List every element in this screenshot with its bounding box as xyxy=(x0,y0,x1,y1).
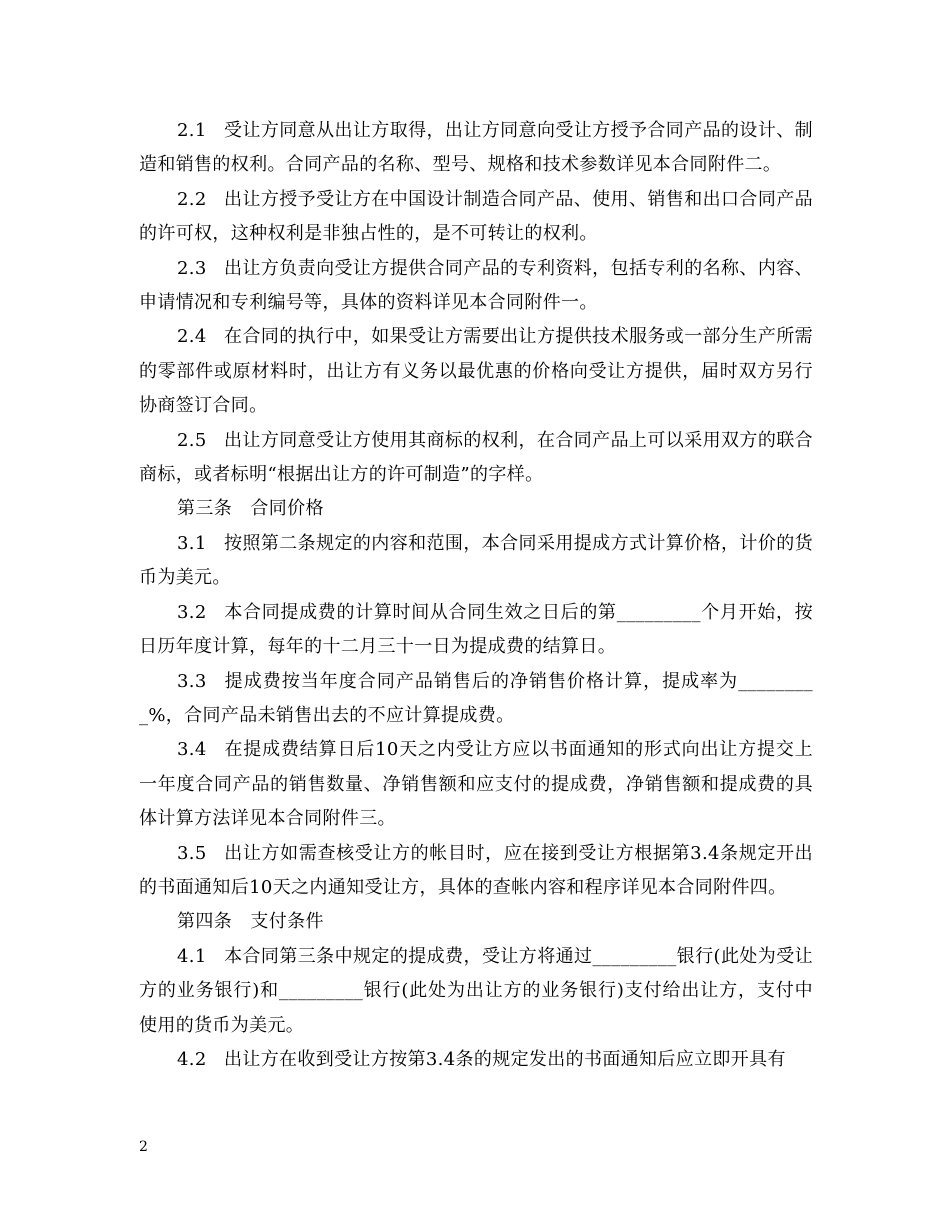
clause-paragraph xyxy=(139,252,813,321)
clause-number: 2.3 xyxy=(177,257,207,279)
page-number: 2 xyxy=(139,1139,148,1155)
clause-paragraph xyxy=(139,596,813,665)
section-heading xyxy=(139,492,813,526)
clause-number: 4.2 xyxy=(177,1048,207,1070)
clause-text: 受让方同意从出让方取得，出让方同意向受让方授予合同产品的设计、制造和销售的权利。合同产品的名称、型号、规格和技术参数详见本合同附件二。 xyxy=(139,120,813,176)
clause-text: 提成费按当年度合同产品销售后的净销售价格计算，提成率为_________%，合同产品未销售出去的不应计算提成费。 xyxy=(139,670,813,726)
clause-text: 本合同提成费的计算时间从合同生效之日后的第_________个月开始，按日历年度计算，每年的十二月三十一日为提成费的结算日。 xyxy=(139,601,813,658)
clause-paragraph xyxy=(139,733,813,836)
clause-number: 3.1 xyxy=(177,532,207,554)
clause-text: 出让方负责向受让方提供合同产品的专利资料，包括专利的名称、内容、申请情况和专利编号等，具体的资料详见本合同附件一。 xyxy=(139,257,813,314)
clause-number: 3.3 xyxy=(177,670,207,692)
clause-text: 本合同第三条中规定的提成费，受让方将通过_________银行(此处为受让方的业务银行)和_________银行(此处为出让方的业务银行)支付给出让方，支付中使用的货币为美元。 xyxy=(139,945,813,1036)
section-heading-text: 第四条 支付条件 xyxy=(177,911,324,933)
clause-text: 按照第二条规定的内容和范围，本合同采用提成方式计算价格，计价的货币为美元。 xyxy=(139,532,813,589)
clause-text: 出让方同意受让方使用其商标的权利，在合同产品上可以采用双方的联合商标，或者标明“根据出让方的许可制造”的字样。 xyxy=(139,429,813,486)
section-heading-text: 第三条 合同价格 xyxy=(177,498,324,520)
clause-text: 出让方如需查核受让方的帐目时，应在接到受让方根据第3.4条规定开出的书面通知后10天之内通知受让方，具体的查帐内容和程序详见本合同附件四。 xyxy=(139,842,813,898)
clause-number: 2.2 xyxy=(177,188,207,210)
clause-paragraph xyxy=(139,665,813,734)
document-content xyxy=(139,114,813,1077)
clause-text: 在合同的执行中，如果受让方需要出让方提供技术服务或一部分生产所需的零部件或原材料时，出让方有义务以最优惠的价格向受让方提供，届时双方另行协商签订合同。 xyxy=(139,326,813,417)
clause-paragraph xyxy=(139,183,813,252)
clause-number: 3.5 xyxy=(177,842,207,864)
clause-paragraph xyxy=(139,114,813,183)
clause-number: 2.1 xyxy=(177,120,207,141)
clause-paragraph xyxy=(139,837,813,906)
clause-paragraph xyxy=(139,424,813,493)
clause-paragraph xyxy=(139,527,813,596)
section-heading xyxy=(139,905,813,939)
clause-number: 2.4 xyxy=(177,326,207,348)
clause-paragraph xyxy=(139,320,813,423)
clause-number: 3.4 xyxy=(177,739,207,761)
clause-number: 2.5 xyxy=(177,429,207,451)
clause-text: 出让方在收到受让方按第3.4条的规定发出的书面通知后应立即开具有 xyxy=(224,1048,786,1070)
clause-text: 在提成费结算日后10天之内受让方应以书面通知的形式向出让方提交上一年度合同产品的销售数量、净销售额和应支付的提成费，净销售额和提成费的具体计算方法详见本合同附件三。 xyxy=(139,739,813,830)
clause-paragraph xyxy=(139,940,813,1043)
clause-text: 出让方授予受让方在中国设计制造合同产品、使用、销售和出口合同产品的许可权，这种权利是非独占性的，是不可转让的权利。 xyxy=(139,188,813,245)
clause-number: 4.1 xyxy=(177,945,207,967)
clause-number: 3.2 xyxy=(177,601,207,623)
clause-paragraph xyxy=(139,1043,813,1077)
